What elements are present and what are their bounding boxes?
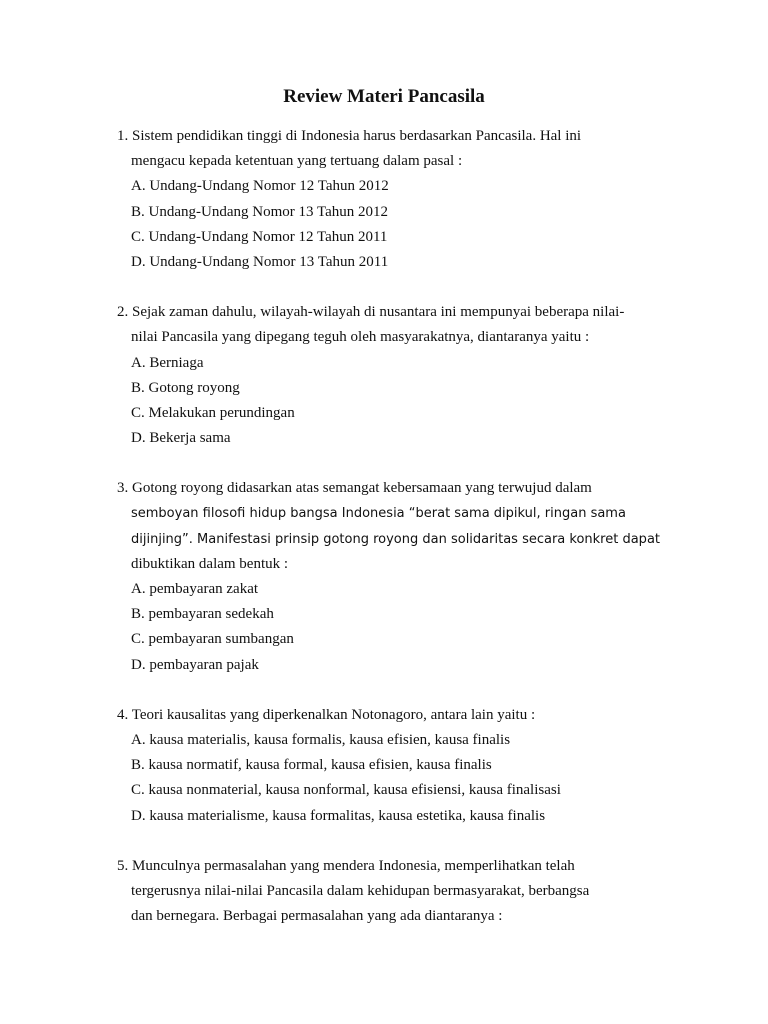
answer-option: C. pembayaran sumbangan (131, 631, 294, 648)
question-4 (117, 703, 747, 829)
answer-option: B. Undang-Undang Nomor 13 Tahun 2012 (131, 203, 388, 220)
question-2 (117, 300, 747, 451)
answer-option: A. kausa materialis, kausa formalis, kausa efisien, kausa finalis (131, 731, 511, 748)
question-text-line: 1. Sistem pendidikan tinggi di Indonesia harus berdasarkan Pancasila. Hal ini (117, 128, 582, 144)
answer-option: D. Undang-Undang Nomor 13 Tahun 2011 (131, 253, 389, 270)
question-text-line: dan bernegara. Berbagai permasalahan yang ada diantaranya : (131, 908, 503, 925)
answer-option: B. Gotong royong (131, 379, 240, 396)
answer-option: A. pembayaran zakat (131, 581, 259, 597)
question-text-line: dijinjing”. Manifestasi prinsip gotong royong dan solidaritas secara konkret dapat (131, 531, 661, 547)
question-text-line: 4. Teori kausalitas yang diperkenalkan Notonagoro, antara lain yaitu : (117, 706, 536, 723)
question-text-line: 3. Gotong royong didasarkan atas semangat kebersamaan yang terwujud dalam (117, 480, 592, 497)
answer-option: A. Undang-Undang Nomor 12 Tahun 2012 (131, 178, 389, 195)
answer-option: D. Bekerja sama (131, 430, 231, 447)
answer-option: A. Berniaga (131, 354, 204, 371)
question-text-line: tergerusnya nilai-nilai Pancasila dalam kehidupan bermasyarakat, berbangsa (131, 882, 590, 899)
question-text-line: dibuktikan dalam bentuk : (131, 555, 289, 572)
question-5 (117, 854, 747, 930)
question-3 (117, 476, 747, 678)
question-text-line: nilai Pancasila yang dipegang teguh oleh masyarakatnya, diantaranya yaitu : (131, 329, 590, 346)
answer-option: B. pembayaran sedekah (131, 606, 274, 623)
answer-option: B. kausa normatif, kausa formal, kausa efisien, kausa finalis (131, 757, 492, 774)
answer-option: C. kausa nonmaterial, kausa nonformal, kausa efisiensi, kausa finalisasi (131, 782, 561, 799)
answer-option: C. Melakukan perundingan (131, 404, 295, 421)
question-text-line: 2. Sejak zaman dahulu, wilayah-wilayah di nusantara ini mempunyai beberapa nilai- (117, 304, 625, 321)
question-text-line: 5. Munculnya permasalahan yang mendera Indonesia, memperlihatkan telah (117, 857, 575, 874)
answer-option: D. pembayaran pajak (131, 656, 259, 673)
answer-option: D. kausa materialisme, kausa formalitas, kausa estetika, kausa finalis (131, 807, 546, 824)
question-text-line: mengacu kepada ketentuan yang tertuang dalam pasal : (131, 153, 463, 170)
question-list (117, 124, 747, 929)
page-title: Review Materi Pancasila (283, 86, 485, 107)
answer-option: C. Undang-Undang Nomor 12 Tahun 2011 (131, 228, 388, 245)
question-text-line: semboyan filosofi hidup bangsa Indonesia “berat sama dipikul, ringan sama (131, 506, 626, 522)
question-1 (117, 124, 747, 275)
